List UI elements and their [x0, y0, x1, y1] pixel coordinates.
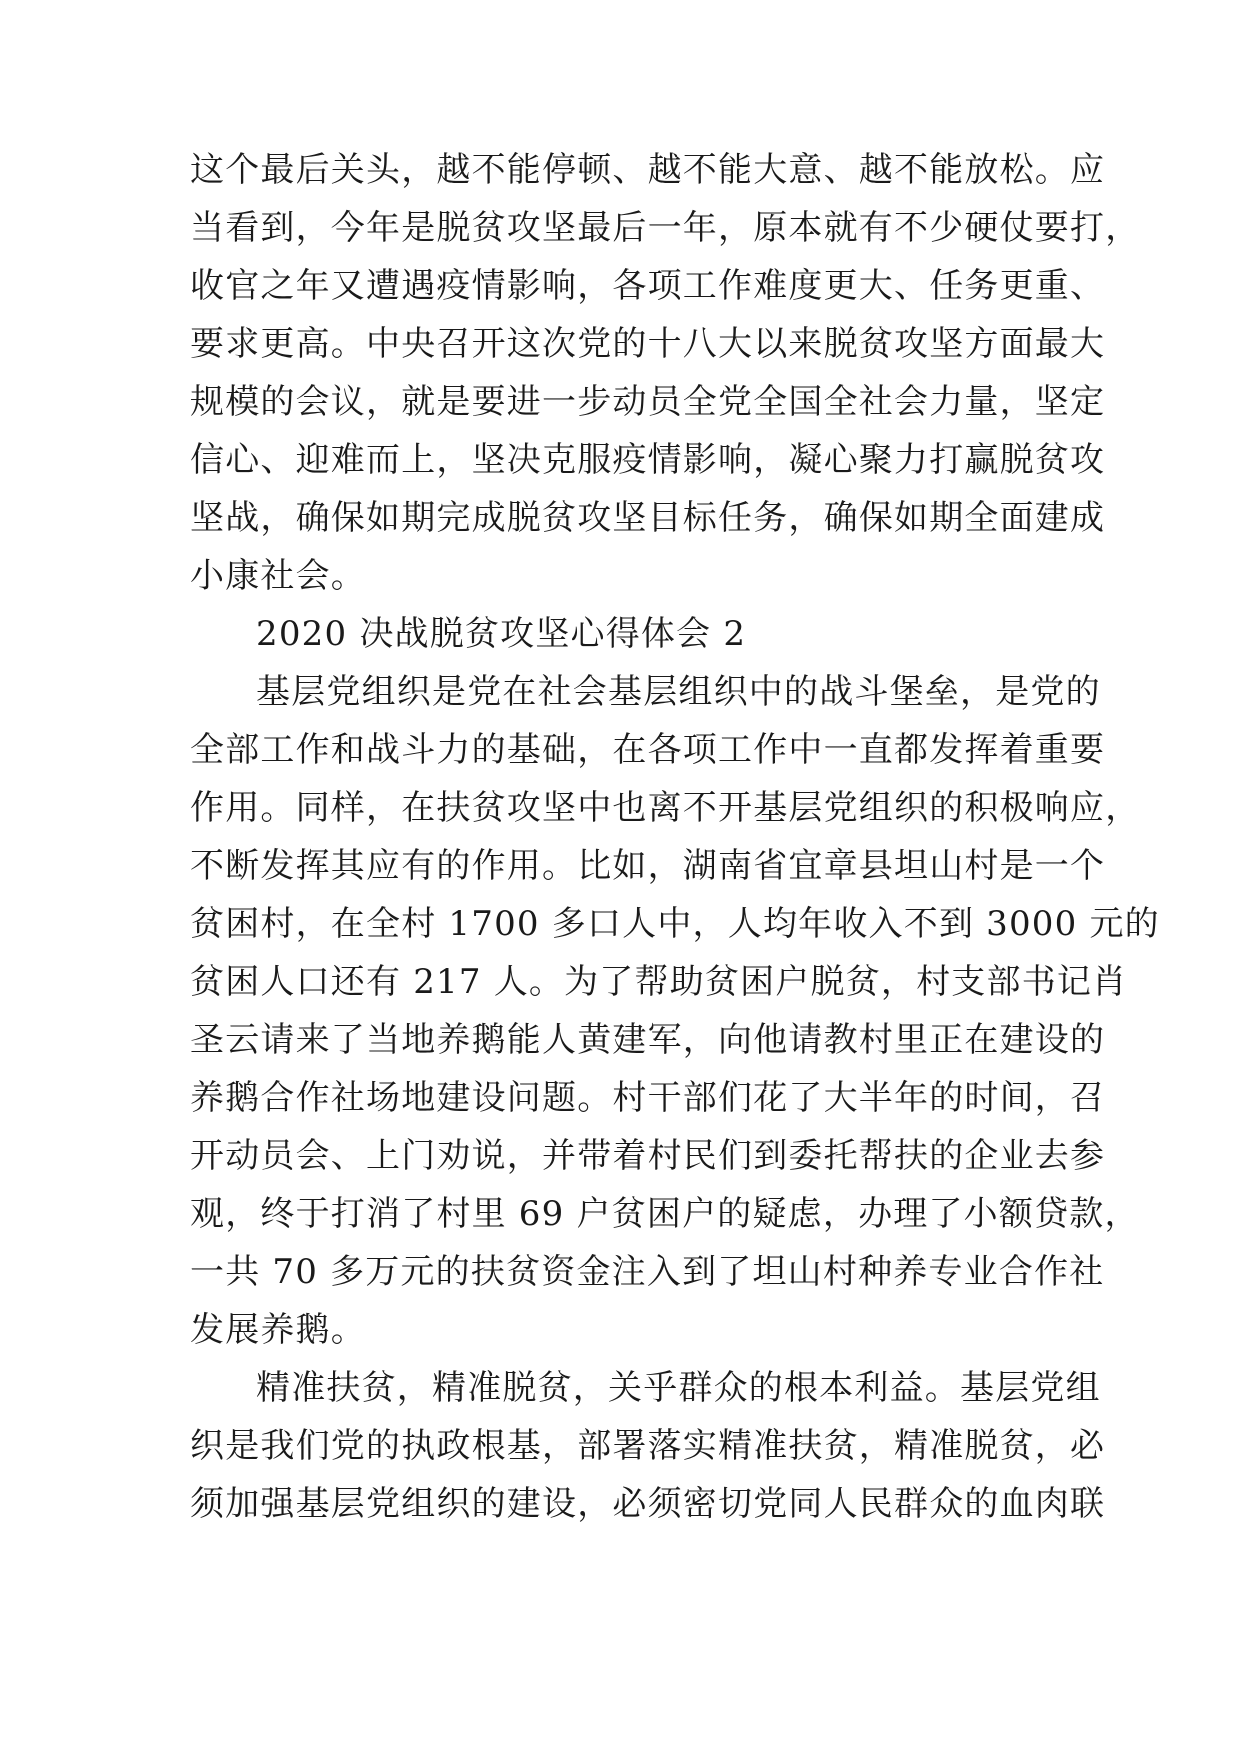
text-line: 养鹅合作社场地建设问题。村干部们花了大半年的时间，召 — [190, 1078, 1106, 1118]
text-line: 开动员会、上门劝说，并带着村民们到委托帮扶的企业去参 — [190, 1136, 1106, 1176]
section-heading: 2020 决战脱贫攻坚心得体会 2 — [256, 614, 747, 654]
text-line: 规模的会议，就是要进一步动员全党全国全社会力量，坚定 — [190, 382, 1106, 422]
text-line: 当看到，今年是脱贫攻坚最后一年，原本就有不少硬仗要打， — [190, 208, 1141, 248]
text-line: 织是我们党的执政根基，部署落实精准扶贫，精准脱贫，必 — [190, 1426, 1106, 1466]
text-line: 精准扶贫，精准脱贫，关乎群众的根本利益。基层党组 — [256, 1368, 1101, 1408]
text-line: 坚战，确保如期完成脱贫攻坚目标任务，确保如期全面建成 — [190, 498, 1106, 538]
text-line: 贫困村，在全村 1700 多口人中，人均年收入不到 3000 元的 — [190, 904, 1160, 944]
text-line: 发展养鹅。 — [190, 1310, 366, 1350]
text-line: 收官之年又遭遇疫情影响，各项工作难度更大、任务更重、 — [190, 266, 1106, 306]
text-line: 贫困人口还有 217 人。为了帮助贫困户脱贫，村支部书记肖 — [190, 962, 1128, 1002]
text-line: 小康社会。 — [190, 556, 366, 596]
text-line: 作用。同样，在扶贫攻坚中也离不开基层党组织的积极响应， — [190, 788, 1141, 828]
text-line: 基层党组织是党在社会基层组织中的战斗堡垒，是党的 — [256, 672, 1101, 712]
text-line: 全部工作和战斗力的基础，在各项工作中一直都发挥着重要 — [190, 730, 1106, 770]
text-line: 一共 70 多万元的扶贫资金注入到了坦山村种养专业合作社 — [190, 1252, 1105, 1292]
text-line: 圣云请来了当地养鹅能人黄建军，向他请教村里正在建设的 — [190, 1020, 1106, 1060]
text-line: 须加强基层党组织的建设，必须密切党同人民群众的血肉联 — [190, 1484, 1106, 1524]
text-line: 信心、迎难而上，坚决克服疫情影响，凝心聚力打赢脱贫攻 — [190, 440, 1106, 480]
text-line: 要求更高。中央召开这次党的十八大以来脱贫攻坚方面最大 — [190, 324, 1106, 364]
text-line: 不断发挥其应有的作用。比如，湖南省宜章县坦山村是一个 — [190, 846, 1106, 886]
text-line: 这个最后关头，越不能停顿、越不能大意、越不能放松。应 — [190, 150, 1106, 190]
text-line: 观，终于打消了村里 69 户贫困户的疑虑，办理了小额贷款， — [190, 1194, 1140, 1234]
